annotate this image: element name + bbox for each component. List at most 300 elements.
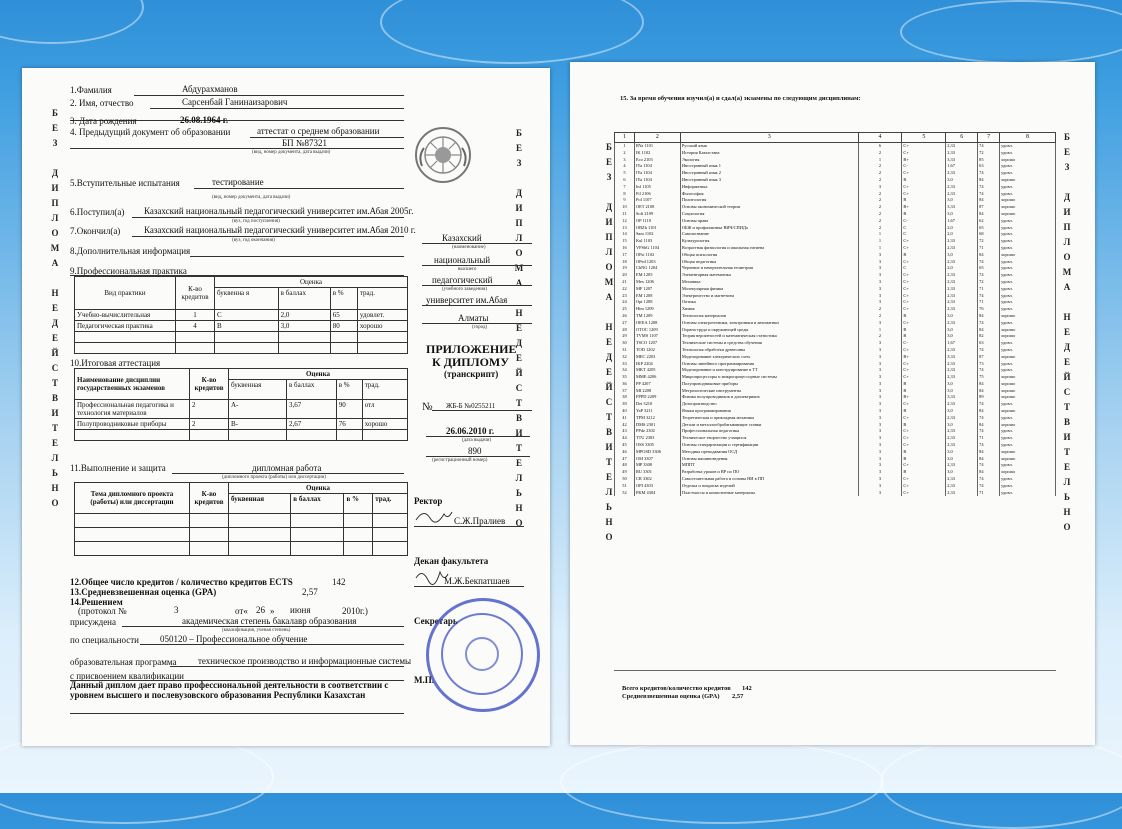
table-cell: ОБЖ и профилактика ВИЧ/СПИДа xyxy=(680,225,858,232)
rector-name: С.Ж.Пралиев xyxy=(454,516,506,526)
col-header: 3 xyxy=(680,133,858,143)
col-header: трад. xyxy=(373,494,408,514)
table-row xyxy=(615,279,1056,286)
table-cell: Полупроводниковые приборы xyxy=(680,381,858,388)
table-cell: B xyxy=(902,388,946,395)
table-cell: 3 xyxy=(858,462,902,469)
table-cell: 2 xyxy=(858,150,902,157)
table-cell: PKM 4304 xyxy=(634,490,680,497)
seal-place-label: М.П. xyxy=(414,675,434,685)
table-cell: 2,33 xyxy=(946,428,978,435)
table-cell: 14 xyxy=(615,231,635,238)
table-cell: 3 xyxy=(858,340,902,347)
table-cell: MP 3308 xyxy=(634,462,680,469)
col-header: К-во кредитов xyxy=(176,277,215,310)
table-cell: 2,33 xyxy=(946,150,978,157)
table-cell: 31 xyxy=(615,347,635,354)
table-cell: 74 xyxy=(978,170,1000,177)
table-cell: 16 xyxy=(615,245,635,252)
table-cell: 2,33 xyxy=(946,143,978,150)
table-cell: OPsi 1102 xyxy=(634,252,680,259)
table-cell: C+ xyxy=(902,279,946,286)
dean-name: М.Ж.Бекпатшаев xyxy=(444,576,510,586)
table-cell: 3,0 xyxy=(946,449,978,456)
table-cell: 52 xyxy=(615,490,635,497)
table-cell: 71 xyxy=(978,245,1000,252)
col-header: Оценка xyxy=(215,277,408,288)
table-cell: Охрана труда и окружающей среды xyxy=(680,327,858,334)
table-cell: удовл. xyxy=(1000,347,1056,354)
table-cell: хорошо xyxy=(1000,197,1056,204)
table-cell: C+ xyxy=(902,306,946,313)
table-cell: 37 xyxy=(615,388,635,395)
table-cell: PPdz 2302 xyxy=(634,428,680,435)
table-cell: 62 xyxy=(978,218,1000,225)
table-cell: Экология xyxy=(680,157,858,164)
table-cell: IYa 1104 xyxy=(634,163,680,170)
col-header: в % xyxy=(344,494,373,514)
col-header: Тема дипломного проекта (работы) или диссертации xyxy=(75,483,190,514)
table-cell: хорошо xyxy=(1000,456,1056,463)
table-cell: 3,0 xyxy=(946,333,978,340)
col-header: Оценка xyxy=(229,369,408,380)
rector-signature-icon xyxy=(414,506,454,526)
table-cell: 3 xyxy=(858,354,902,361)
table-row xyxy=(615,333,1056,340)
table-cell: 3,0 xyxy=(946,211,978,218)
table-cell: IK 1102 xyxy=(634,150,680,157)
table-cell: DMS 2301 xyxy=(634,422,680,429)
table-row xyxy=(615,490,1056,497)
table-cell: OSS 3305 xyxy=(634,442,680,449)
table-cell: C+ xyxy=(902,401,946,408)
table-cell: EM 1205 xyxy=(634,272,680,279)
table-cell: VFShG 1104 xyxy=(634,245,680,252)
table-cell: MKT 4205 xyxy=(634,367,680,374)
table-cell: C+ xyxy=(902,191,946,198)
table-cell: 2 xyxy=(858,163,902,170)
total-credits-label: Всего кредитов/количество кредитов xyxy=(622,685,731,692)
university-stamp-icon xyxy=(426,598,540,712)
side-watermark-left: БЕЗ ДИПЛОМА НЕДЕЙСТВИТЕЛЬНО xyxy=(604,142,614,547)
dean-label: Декан факультета xyxy=(414,556,489,566)
table-row xyxy=(615,354,1056,361)
table-cell: 2 xyxy=(858,333,902,340)
col-header: 6 xyxy=(946,133,978,143)
table-cell: 10 xyxy=(615,204,635,211)
table-cell: 3 xyxy=(858,456,902,463)
table-cell: 2,33 xyxy=(946,299,978,306)
table-cell: удовл. xyxy=(1000,401,1056,408)
table-cell: Основы стандартизации и сертификации xyxy=(680,442,858,449)
table-cell: Иностранный язык 1 xyxy=(680,163,858,170)
table-cell: Физика полупроводников и диэлектриков xyxy=(680,394,858,401)
total-credits-label: 12.Общее число кредитов / количество кредитов ECTS xyxy=(70,577,293,587)
table-cell: 1,67 xyxy=(946,163,978,170)
table-cell: 2,0 xyxy=(946,225,978,232)
field-label-entrance: 5.Вступительные испытания xyxy=(70,178,180,188)
col-header: в % xyxy=(330,288,357,310)
table-cell: Философия xyxy=(680,191,858,198)
table-row xyxy=(615,476,1056,483)
table-cell: IKP 2204 xyxy=(634,361,680,368)
table-cell: Основы электротехники, электроники и автоматики xyxy=(680,320,858,327)
table-cell: удовл. xyxy=(1000,367,1056,374)
table-cell: 2 xyxy=(858,177,902,184)
awarded-hint: (квалификация, ученая степень) xyxy=(222,628,291,633)
table-cell: Элементарная математика xyxy=(680,272,858,279)
appendix-title-2: К ДИПЛОМУ xyxy=(432,355,510,369)
table-cell: Социология xyxy=(680,211,858,218)
table-row: Полупроводниковые приборы 2 B- 2,67 76 хорошо xyxy=(75,419,408,430)
table-row xyxy=(615,293,1056,300)
table-cell: 1,67 xyxy=(946,218,978,225)
table-cell: хорошо xyxy=(1000,333,1056,340)
city-value: Алматы xyxy=(458,313,489,323)
table-cell: B xyxy=(902,449,946,456)
table-row xyxy=(615,299,1056,306)
table-cell: 1 xyxy=(858,327,902,334)
table-cell: 3 xyxy=(858,401,902,408)
table-cell: хорошо xyxy=(1000,388,1056,395)
table-cell: 3 xyxy=(858,483,902,490)
table-row xyxy=(615,211,1056,218)
table-cell: Делопроизводство xyxy=(680,401,858,408)
table-cell: 30 xyxy=(615,340,635,347)
table-cell: Отделка и покраска изделий xyxy=(680,483,858,490)
field-value-enrolled: Казахский национальный педагогический университет им.Абая 2005г. xyxy=(144,206,414,216)
table-cell: 46 xyxy=(615,449,635,456)
table-row xyxy=(615,456,1056,463)
table-cell: 4 xyxy=(615,163,635,170)
table-cell: удовл. xyxy=(1000,218,1056,225)
table-cell: C+ xyxy=(902,483,946,490)
diploma-number-value: ЖБ-Б №0255211 xyxy=(446,402,496,410)
table-cell: 11 xyxy=(615,211,635,218)
col-header: Вид практики xyxy=(75,277,176,310)
col-header: в баллах xyxy=(291,494,344,514)
table-cell: 25 xyxy=(615,306,635,313)
table-cell: удовл. xyxy=(1000,428,1056,435)
table-cell: удовл. xyxy=(1000,361,1056,368)
registration-number: 890 xyxy=(468,446,482,456)
table-cell: C+ xyxy=(902,143,946,150)
background-ornament xyxy=(900,0,1122,64)
table-cell: 3 xyxy=(858,259,902,266)
transcript-front-page: БЕЗ ДИПЛОМА НЕДЕЙСТВИТЕЛЬНО БЕЗ ДИПЛОМА НЕДЕЙСТВИТЕЛЬНО 1.Фамилия Абдурахманов 2. Имя, отчество Сарсенбай Ганинаизарович 3. Дата рождения 26.08.1964 г. 4. Предыдущий документ об образовании аттестат о среднем образовании БП №87321 (вид, номер документа, дата выдачи) 5.Вступительные испытания тестирование (вид, номер документа, дата выдачи) 6.Поступил(а) Казахский национальный педагогический университет им.Абая 2005г. (вуз, год поступления) 7.Окончил(а) Казахский национальный педагогический университет им.Абая 2010 г. (вуз, год окончания) 8.Дополнительная информация 9.Профессиональная практика Вид практики К-во кредитов Оценка буквенна я в баллах в % трад. Учебно-вычислительная 1 C 2,0 65 удовлет. Педагогическая практика 4 B 3,0 80 хорошо 10.Итоговая аттестация Наименование дисциплин государственных экзаменов К-во кредитов Оценка буквенная в баллах в % трад. Профессиональная педагогика и технология материалов 2 A- 3,67 90 отл Полупроводниковые приборы 2 B- 2,67 76 хорошо 11.Выполнение и защита дипломная работа (дипломного проекта (работы) или диссертации) Тема дипломного проекта (работы) или диссертации К-во кредитов Оценка буквенная в баллах в % трад. 12.Общее число кредитов / количество кредитов ECTS 142 13.Средневзвешенная оценка (GPA) 2,57 14.Решением (протокол № 3 от« 26 » июня 2010г.) присуждена академическая степень бакалавр образования (квалификация, ученая степень) по специальности 050120 – Профессиональное обучение образовательная программа техническое производство и информационные системы с присвоением квалификации Данный диплом дает право профессиональной деятельности в соответствии с уровнем высшего и послевузовского образования Республики Казахстан Казахский (наименование) национальный высшего педагогический (учебного заведения) университет им.Абая Алматы (город) ПРИЛОЖЕНИЕ К ДИПЛОМУ (транскрипт) № ЖБ-Б №0255211 26.06.2010 г. (дата выдачи) 890 (регистрационный номер) Ректор С.Ж.Пралиев Декан факультета М.Ж.Бекпатшаев Секретарь М.П. xyxy=(22,68,550,746)
table-cell: 2,33 xyxy=(946,490,978,497)
table-cell: 2,33 xyxy=(946,306,978,313)
table-cell: Soft 2109 xyxy=(634,211,680,218)
table-cell: 84 xyxy=(978,313,1000,320)
protocol-mid: » xyxy=(270,606,275,616)
table-cell: 3 xyxy=(858,279,902,286)
table-cell: Метрологические инструменты xyxy=(680,388,858,395)
table-cell: 35 xyxy=(615,374,635,381)
table-cell: 32 xyxy=(615,354,635,361)
table-cell: 74 xyxy=(978,415,1000,422)
field-value-name: Сарсенбай Ганинаизарович xyxy=(182,97,288,107)
table-cell: удовл. xyxy=(1000,490,1056,497)
table-cell: 2,33 xyxy=(946,320,978,327)
table-cell: C xyxy=(902,265,946,272)
table-cell: Общая психология xyxy=(680,252,858,259)
table-cell: TPM 3212 xyxy=(634,415,680,422)
issue-date: 26.06.2010 г. xyxy=(446,426,495,436)
table-cell: 3 xyxy=(858,415,902,422)
table-row xyxy=(615,252,1056,259)
table-cell: 3 xyxy=(858,476,902,483)
table-cell: MF 1207 xyxy=(634,286,680,293)
thesis-table xyxy=(74,482,408,556)
final-exam-table xyxy=(74,368,408,441)
table-cell: C+ xyxy=(902,442,946,449)
field-label-prevdoc: 4. Предыдущий документ об образовании xyxy=(70,127,231,137)
table-cell: 3 xyxy=(858,428,902,435)
field-hint-thesis: (дипломного проекта (работы) или диссертации) xyxy=(222,475,326,480)
field-label-family: 1.Фамилия xyxy=(70,85,112,95)
table-cell: 85 xyxy=(978,157,1000,164)
table-cell: 71 xyxy=(978,286,1000,293)
table-cell: хорошо xyxy=(1000,408,1056,415)
table-cell: B xyxy=(902,333,946,340)
col-header: 8 xyxy=(1000,133,1056,143)
table-cell: хорошо xyxy=(1000,394,1056,401)
table-cell: удовл. xyxy=(1000,191,1056,198)
table-cell: 18 xyxy=(615,259,635,266)
field-label-enrolled: 6.Поступил(а) xyxy=(70,207,125,217)
university-line-1: Казахский xyxy=(442,233,482,243)
table-cell: хорошо xyxy=(1000,374,1056,381)
col-header: в баллах xyxy=(278,288,330,310)
table-cell: 2 xyxy=(858,170,902,177)
specialty-value: 050120 – Профессиональное обучение xyxy=(160,634,308,644)
table-cell: 34 xyxy=(615,367,635,374)
col-header: буквенная xyxy=(229,494,291,514)
table-cell: FPPD 2209 xyxy=(634,394,680,401)
courses-heading: 15. За время обучения изучил(а) и сдал(а) экзамены по следующим дисциплинам: xyxy=(620,95,861,102)
table-cell: 74 xyxy=(978,259,1000,266)
gpa-value: 2,57 xyxy=(302,587,318,597)
table-cell: 5 xyxy=(615,170,635,177)
table-cell: Моделирование и конструирование в ТТ xyxy=(680,367,858,374)
table-cell: 73 xyxy=(978,361,1000,368)
table-row xyxy=(615,462,1056,469)
table-cell: 3 xyxy=(858,490,902,497)
table-row xyxy=(615,238,1056,245)
table-cell: удовл. xyxy=(1000,286,1056,293)
table-row xyxy=(615,442,1056,449)
table-cell: 3 xyxy=(858,265,902,272)
table-cell: Методика преподавания ОСД xyxy=(680,449,858,456)
table-cell: 3 xyxy=(858,394,902,401)
col-header: 5 xyxy=(902,133,946,143)
table-cell: хорошо xyxy=(1000,252,1056,259)
protocol-year: 2010г.) xyxy=(342,606,368,616)
table-cell: Him 1209 xyxy=(634,306,680,313)
background-ornament xyxy=(560,740,884,824)
table-cell: Самостоятельная работа и основы НИ в ПП xyxy=(680,476,858,483)
table-cell: Общая педагогика xyxy=(680,259,858,266)
table-cell: Основы экономической теории xyxy=(680,204,858,211)
table-cell: C+ xyxy=(902,374,946,381)
table-cell: удовл. xyxy=(1000,483,1056,490)
table-cell: 84 xyxy=(978,456,1000,463)
diploma-number-label: № xyxy=(422,401,433,413)
table-cell: 33 xyxy=(615,361,635,368)
awarded-label: присуждена xyxy=(70,617,116,627)
table-cell: 87 xyxy=(978,204,1000,211)
table-cell: Пластмассы и композитные материалы xyxy=(680,490,858,497)
table-cell: OP 1110 xyxy=(634,218,680,225)
col-header: буквенна я xyxy=(215,288,279,310)
table-cell: 2,33 xyxy=(946,293,978,300)
gpa-label: Средневзвешенная оценка (GPA) xyxy=(622,693,720,700)
table-cell: 2,0 xyxy=(946,265,978,272)
university-line-4: университет им.Абая xyxy=(426,295,508,305)
table-cell: 3,0 xyxy=(946,422,978,429)
table-cell: История Казахстана xyxy=(680,150,858,157)
table-cell: удовл. xyxy=(1000,320,1056,327)
table-cell: B xyxy=(902,327,946,334)
table-row: Педагогическая практика 4 B 3,0 80 хорошо xyxy=(75,321,408,332)
table-cell: C+ xyxy=(902,415,946,422)
table-cell: 74 xyxy=(978,442,1000,449)
table-cell: 48 xyxy=(615,462,635,469)
table-cell: 2,33 xyxy=(946,238,978,245)
table-cell: удовл. xyxy=(1000,163,1056,170)
table-cell: 63 xyxy=(978,163,1000,170)
table-cell: 41 xyxy=(615,415,635,422)
side-watermark-right: БЕЗ ДИПЛОМА НЕДЕЙСТВИТЕЛЬНО xyxy=(1062,132,1072,537)
table-cell: 2,33 xyxy=(946,245,978,252)
table-cell: YaP 3211 xyxy=(634,408,680,415)
table-cell: 7 xyxy=(615,184,635,191)
rector-label: Ректор xyxy=(414,496,443,506)
table-cell: MEC 2203 xyxy=(634,354,680,361)
university-line-3: педагогический xyxy=(432,275,493,285)
practice-table xyxy=(74,276,408,354)
col-header: Наименование дисциплин государственных экзаменов xyxy=(75,369,190,400)
gpa-value: 2,57 xyxy=(732,693,744,700)
table-cell: удовл. xyxy=(1000,259,1056,266)
col-header: К-во кредитов xyxy=(190,483,229,514)
table-cell: C+ xyxy=(902,272,946,279)
table-cell: 19 xyxy=(615,265,635,272)
table-cell: 2 xyxy=(858,306,902,313)
table-row xyxy=(615,422,1056,429)
table-cell: Основы права xyxy=(680,218,858,225)
table-cell: 3,0 xyxy=(946,252,978,259)
table-cell: 76 xyxy=(978,306,1000,313)
table-cell: 3 xyxy=(858,367,902,374)
table-row xyxy=(615,163,1056,170)
table-cell: 3 xyxy=(858,252,902,259)
table-cell: RU 3301 xyxy=(634,469,680,476)
table-row xyxy=(615,415,1056,422)
table-cell: удовл. xyxy=(1000,150,1056,157)
table-cell: 2,33 xyxy=(946,367,978,374)
table-cell: PP 4207 xyxy=(634,381,680,388)
table-cell: удовл. xyxy=(1000,306,1056,313)
field-hint-entrance: (вид, номер документа, дата выдачи) xyxy=(212,195,291,200)
table-cell: TOD 1202 xyxy=(634,347,680,354)
table-cell: удовл. xyxy=(1000,340,1056,347)
field-hint-enrolled: (вуз, год поступления) xyxy=(232,219,280,224)
table-cell: C+ xyxy=(902,170,946,177)
table-cell: удовл. xyxy=(1000,415,1056,422)
courses-table xyxy=(614,132,1056,496)
table-row xyxy=(615,286,1056,293)
table-cell: 3,0 xyxy=(946,327,978,334)
awarded-value: академическая степень бакалавр образования xyxy=(182,616,357,626)
rights-note: Данный диплом дает право профессиональной деятельности в соответствии с уровнем высшего и послевузовского образования Республики Казахстан xyxy=(70,680,389,700)
table-cell: 71 xyxy=(978,490,1000,497)
table-cell: хорошо xyxy=(1000,469,1056,476)
table-cell: Inf 1105 xyxy=(634,184,680,191)
secretary-label: Секретарь xyxy=(414,616,458,626)
table-cell: 75 xyxy=(978,374,1000,381)
table-cell: удовл. xyxy=(1000,225,1056,232)
table-cell: 84 xyxy=(978,177,1000,184)
table-cell: 36 xyxy=(615,381,635,388)
table-cell: удовл. xyxy=(1000,238,1056,245)
table-cell: 51 xyxy=(615,483,635,490)
table-cell: 28 xyxy=(615,327,635,334)
table-row: Профессиональная педагогика и технология материалов 2 A- 3,67 90 отл xyxy=(75,400,408,419)
table-cell: C+ xyxy=(902,367,946,374)
table-cell: MPOSD 3306 xyxy=(634,449,680,456)
field-hint-prevdoc: (вид, номер документа, дата выдачи) xyxy=(252,150,331,155)
col-header: 2 xyxy=(634,133,680,143)
table-cell: Политология xyxy=(680,197,858,204)
table-cell: C+ xyxy=(902,184,946,191)
table-cell: Микропроцессоры и микропроцессорные системы xyxy=(680,374,858,381)
table-cell: 3 xyxy=(858,435,902,442)
table-cell: ChNG 1204 xyxy=(634,265,680,272)
table-cell: Технология обработки древесины xyxy=(680,347,858,354)
table-row xyxy=(615,408,1056,415)
table-row xyxy=(615,265,1056,272)
table-cell: 21 xyxy=(615,279,635,286)
table-cell: Электричество и магнетизм xyxy=(680,293,858,300)
table-row xyxy=(615,197,1056,204)
table-cell: удовл. xyxy=(1000,476,1056,483)
table-row xyxy=(615,225,1056,232)
table-cell: 3 xyxy=(858,381,902,388)
table-cell: C xyxy=(902,225,946,232)
table-cell: IYa 1104 xyxy=(634,170,680,177)
table-row xyxy=(615,327,1056,334)
table-row xyxy=(615,184,1056,191)
table-cell: C+ xyxy=(902,238,946,245)
table-cell: 84 xyxy=(978,469,1000,476)
table-cell: Sam 1102 xyxy=(634,231,680,238)
table-cell: B xyxy=(902,177,946,184)
table-cell: C+ xyxy=(902,476,946,483)
table-cell: 71 xyxy=(978,299,1000,306)
table-cell: C+ xyxy=(902,293,946,300)
table-cell: 84 xyxy=(978,197,1000,204)
table-cell: C xyxy=(902,231,946,238)
transcript-courses-page xyxy=(570,62,1095,745)
table-cell: 3 xyxy=(858,299,902,306)
table-row xyxy=(615,394,1056,401)
table-cell: 74 xyxy=(978,143,1000,150)
col-header: 1 xyxy=(615,133,635,143)
table-cell: 87 xyxy=(978,354,1000,361)
table-cell: 3 xyxy=(858,361,902,368)
